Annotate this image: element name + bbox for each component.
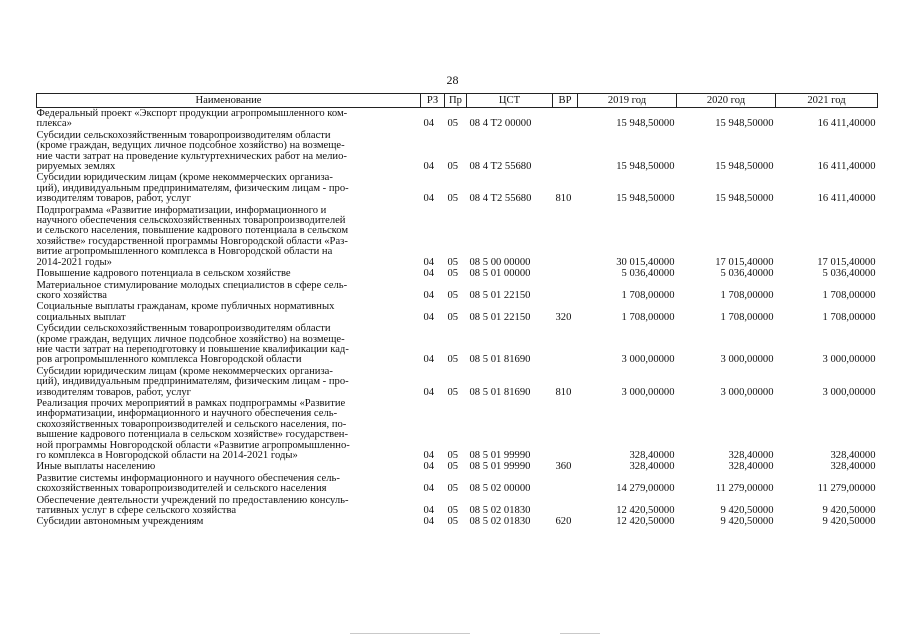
row-2019: 5 036,40000 bbox=[621, 268, 675, 280]
header-name: Наименование bbox=[37, 94, 421, 108]
row-name-line: Социальные выплаты гражданам, кроме публичных нормативных bbox=[36, 301, 335, 313]
row-2020: 3 000,00000 bbox=[720, 354, 774, 366]
row-name-line: скохозяйственных товаропроизводителей и сельского населения bbox=[36, 483, 327, 495]
header-cst: ЦСТ bbox=[467, 94, 553, 108]
row-name-line: научного обеспечения сельскохозяйственных товаропроизводителей bbox=[36, 215, 346, 227]
table-row bbox=[37, 398, 878, 461]
row-name-line: информатизации, информационного и научного обеспечения сель- bbox=[36, 408, 338, 420]
row-2019: 328,40000 bbox=[629, 461, 675, 473]
row-name bbox=[37, 108, 421, 130]
row-pr: 05 bbox=[447, 161, 459, 173]
row-2020: 9 420,50000 bbox=[720, 516, 774, 528]
row-2021: 16 411,40000 bbox=[817, 161, 876, 173]
row-2020: 15 948,50000 bbox=[715, 193, 774, 205]
row-vr bbox=[553, 495, 578, 517]
row-2021: 3 000,00000 bbox=[822, 354, 876, 366]
header-2020: 2020 год bbox=[677, 94, 776, 108]
row-2021: 17 015,40000 bbox=[817, 256, 876, 268]
row-name-line: изводителям товаров, работ, услуг bbox=[36, 193, 192, 205]
row-pr: 05 bbox=[447, 461, 459, 473]
row-2021: 16 411,40000 bbox=[817, 193, 876, 205]
table-row bbox=[37, 130, 878, 173]
row-pr: 05 bbox=[447, 118, 459, 130]
row-pr: 05 bbox=[447, 516, 459, 528]
row-vr: 320 bbox=[555, 311, 572, 323]
row-name-line: Реализация прочих мероприятий в рамках подпрограммы «Развитие bbox=[36, 397, 346, 409]
row-name-line: ского хозяйства bbox=[36, 289, 107, 301]
row-2019: 15 948,50000 bbox=[616, 193, 675, 205]
table-body bbox=[37, 108, 878, 528]
row-name-line: скохозяйственных товаропроизводителей и сельского населения, по- bbox=[36, 418, 347, 430]
row-cst: 08 4 T2 55680 bbox=[469, 193, 532, 205]
row-name bbox=[37, 130, 421, 173]
row-2019: 15 948,50000 bbox=[616, 161, 675, 173]
row-cst: 08 5 01 81690 bbox=[469, 386, 531, 398]
row-2021: 11 279,00000 bbox=[817, 483, 876, 495]
row-rz: 04 bbox=[423, 505, 435, 517]
row-cst: 08 4 T2 55680 bbox=[469, 161, 532, 173]
row-pr: 05 bbox=[447, 193, 459, 205]
row-2020: 15 948,50000 bbox=[715, 118, 774, 130]
table-row bbox=[37, 301, 878, 323]
row-2019: 14 279,00000 bbox=[616, 483, 675, 495]
row-2021: 1 708,00000 bbox=[822, 289, 876, 301]
row-rz: 04 bbox=[423, 516, 435, 528]
row-rz: 04 bbox=[423, 161, 435, 173]
table-row bbox=[37, 172, 878, 204]
row-vr: 810 bbox=[555, 193, 572, 205]
header-2021: 2021 год bbox=[776, 94, 878, 108]
row-2021: 1 708,00000 bbox=[822, 311, 876, 323]
row-2019: 3 000,00000 bbox=[621, 354, 675, 366]
row-2019: 12 420,50000 bbox=[616, 505, 675, 517]
row-2020: 1 708,00000 bbox=[720, 289, 774, 301]
row-cst: 08 5 01 22150 bbox=[469, 289, 531, 301]
row-2020: 3 000,00000 bbox=[720, 386, 774, 398]
row-cst: 08 5 02 01830 bbox=[469, 505, 531, 517]
row-pr: 05 bbox=[447, 268, 459, 280]
row-name-line: го комплекса в Новгородской области на 2014-2021 годы» bbox=[36, 450, 298, 461]
table-header-row bbox=[37, 94, 878, 108]
row-rz: 04 bbox=[423, 268, 435, 280]
row-name-line: Повышение кадрового потенциала в сельском хозяйстве bbox=[36, 268, 291, 280]
table-row bbox=[37, 280, 878, 302]
row-pr: 05 bbox=[447, 386, 459, 398]
row-name-line: 2014-2021 годы» bbox=[36, 256, 112, 268]
row-2020: 328,40000 bbox=[728, 461, 774, 473]
table-row bbox=[37, 495, 878, 517]
row-name-line: изводителям товаров, работ, услуг bbox=[36, 386, 192, 398]
table-row bbox=[37, 323, 878, 366]
row-name-line: и сельского населения, повышение кадрового потенциала в сельском bbox=[36, 225, 349, 237]
row-vr bbox=[553, 473, 578, 495]
row-rz: 04 bbox=[423, 461, 435, 473]
row-name-line: Федеральный проект «Экспорт продукции агропромышленного ком- bbox=[36, 108, 348, 119]
table-row bbox=[37, 108, 878, 130]
row-vr: 360 bbox=[555, 461, 572, 473]
row-name-line: тативных услуг в сфере сельского хозяйства bbox=[36, 505, 237, 517]
row-vr bbox=[553, 130, 578, 173]
row-name bbox=[37, 323, 421, 366]
row-name-line: ций), индивидуальным предпринимателям, физическим лицам - про- bbox=[36, 376, 349, 388]
table-row bbox=[37, 461, 878, 472]
row-name-line: Развитие системы информационного и научного обеспечения сель- bbox=[36, 472, 340, 484]
row-vr: 620 bbox=[555, 516, 572, 528]
row-2021: 5 036,40000 bbox=[822, 268, 876, 280]
row-name-line: Субсидии сельскохозяйственным товаропроизводителям области bbox=[36, 323, 331, 335]
row-2021: 3 000,00000 bbox=[822, 386, 876, 398]
row-2019: 12 420,50000 bbox=[616, 516, 675, 528]
row-rz: 04 bbox=[423, 354, 435, 366]
row-2020: 1 708,00000 bbox=[720, 311, 774, 323]
header-pr: Пр bbox=[445, 94, 467, 108]
row-2021: 328,40000 bbox=[830, 450, 876, 461]
row-name-line: ций), индивидуальным предпринимателям, физическим лицам - про- bbox=[36, 182, 349, 194]
row-pr: 05 bbox=[447, 311, 459, 323]
row-vr bbox=[553, 205, 578, 268]
row-pr: 05 bbox=[447, 354, 459, 366]
row-rz: 04 bbox=[423, 450, 435, 461]
row-rz: 04 bbox=[423, 193, 435, 205]
row-cst: 08 5 01 99990 bbox=[469, 450, 531, 461]
table-row bbox=[37, 205, 878, 268]
row-cst: 08 5 01 99990 bbox=[469, 461, 531, 473]
row-name bbox=[37, 461, 421, 472]
row-name-line: (кроме граждан, ведущих личное подсобное хозяйство) на возмеще- bbox=[36, 333, 345, 345]
row-name bbox=[37, 473, 421, 495]
row-name-line: рируемых землях bbox=[36, 161, 116, 173]
row-cst: 08 5 01 00000 bbox=[469, 268, 531, 280]
row-name bbox=[37, 495, 421, 517]
row-name bbox=[37, 366, 421, 398]
row-name-line: Иные выплаты населению bbox=[36, 461, 156, 473]
scan-artifact-line bbox=[560, 633, 600, 634]
row-2019: 15 948,50000 bbox=[616, 118, 675, 130]
row-cst: 08 5 01 81690 bbox=[469, 354, 531, 366]
row-name-line: Материальное стимулирование молодых специалистов в сфере сель- bbox=[36, 279, 348, 291]
row-vr bbox=[553, 280, 578, 302]
row-2020: 17 015,40000 bbox=[715, 256, 774, 268]
table-row bbox=[37, 268, 878, 279]
row-cst: 08 5 01 22150 bbox=[469, 311, 531, 323]
row-2021: 16 411,40000 bbox=[817, 118, 876, 130]
table-row bbox=[37, 366, 878, 398]
row-2019: 3 000,00000 bbox=[621, 386, 675, 398]
row-name-line: ние части затрат на проведение культуртехнических работ на мелио- bbox=[36, 150, 347, 162]
row-vr bbox=[553, 108, 578, 130]
row-name-line: ной программы Новгородской области «Развитие агропромышленно- bbox=[36, 439, 350, 451]
row-cst: 08 5 00 00000 bbox=[469, 256, 531, 268]
row-vr bbox=[553, 398, 578, 461]
row-rz: 04 bbox=[423, 256, 435, 268]
row-name bbox=[37, 398, 421, 461]
row-rz: 04 bbox=[423, 289, 435, 301]
row-pr: 05 bbox=[447, 505, 459, 517]
row-name-line: вышение кадрового потенциала в сельском хозяйстве» государствен- bbox=[36, 429, 348, 441]
page-number: 28 bbox=[446, 73, 459, 87]
row-2021: 9 420,50000 bbox=[822, 505, 876, 517]
row-name-line: Подпрограмма «Развитие информатизации, информационного и bbox=[36, 204, 327, 216]
row-name-line: хозяйстве» государственной программы Новгородской области «Раз- bbox=[36, 235, 348, 247]
header-2019: 2019 год bbox=[578, 94, 677, 108]
row-name-line: социальных выплат bbox=[36, 311, 126, 323]
row-name bbox=[37, 301, 421, 323]
scan-artifact-line bbox=[350, 633, 470, 634]
row-2020: 11 279,00000 bbox=[715, 483, 774, 495]
row-2019: 1 708,00000 bbox=[621, 311, 675, 323]
row-vr bbox=[553, 268, 578, 279]
row-name-line: витие агропромышленного комплекса в Новгородской области на bbox=[36, 246, 333, 258]
row-vr bbox=[553, 323, 578, 366]
row-name bbox=[37, 516, 421, 527]
row-vr: 810 bbox=[555, 386, 572, 398]
row-2020: 15 948,50000 bbox=[715, 161, 774, 173]
row-name-line: ние части затрат на переподготовку и повышение квалификации кад- bbox=[36, 343, 349, 355]
row-pr: 05 bbox=[447, 289, 459, 301]
row-2020: 328,40000 bbox=[728, 450, 774, 461]
row-name bbox=[37, 280, 421, 302]
table-row bbox=[37, 516, 878, 527]
table-row bbox=[37, 473, 878, 495]
header-rz: РЗ bbox=[421, 94, 445, 108]
row-2021: 9 420,50000 bbox=[822, 516, 876, 528]
row-name-line: ров агропромышленного комплекса Новгородской области bbox=[36, 354, 302, 366]
row-2020: 9 420,50000 bbox=[720, 505, 774, 517]
row-name-line: Субсидии юридическим лицам (кроме некоммерческих организа- bbox=[36, 172, 333, 184]
row-rz: 04 bbox=[423, 118, 435, 130]
row-pr: 05 bbox=[447, 450, 459, 461]
row-name-line: (кроме граждан, ведущих личное подсобное хозяйство) на возмеще- bbox=[36, 140, 345, 152]
row-name bbox=[37, 268, 421, 279]
header-vr: ВР bbox=[553, 94, 578, 108]
row-2021: 328,40000 bbox=[830, 461, 876, 473]
row-2019: 328,40000 bbox=[629, 450, 675, 461]
row-rz: 04 bbox=[423, 311, 435, 323]
row-name-line: Обеспечение деятельности учреждений по предоставлению консуль- bbox=[36, 494, 349, 506]
row-2019: 1 708,00000 bbox=[621, 289, 675, 301]
row-name-line: Субсидии юридическим лицам (кроме некоммерческих организа- bbox=[36, 365, 333, 377]
row-name bbox=[37, 172, 421, 204]
row-name-line: Субсидии автономным учреждениям bbox=[36, 516, 204, 528]
row-2019: 30 015,40000 bbox=[616, 256, 675, 268]
row-cst: 08 5 02 01830 bbox=[469, 516, 531, 528]
budget-table bbox=[36, 93, 878, 528]
row-name-line: Субсидии сельскохозяйственным товаропроизводителям области bbox=[36, 129, 331, 141]
row-rz: 04 bbox=[423, 483, 435, 495]
row-name-line: плекса» bbox=[36, 118, 72, 130]
row-cst: 08 5 02 00000 bbox=[469, 483, 531, 495]
row-2020: 5 036,40000 bbox=[720, 268, 774, 280]
row-rz: 04 bbox=[423, 386, 435, 398]
row-cst: 08 4 T2 00000 bbox=[469, 118, 532, 130]
row-pr: 05 bbox=[447, 256, 459, 268]
row-name bbox=[37, 205, 421, 268]
row-pr: 05 bbox=[447, 483, 459, 495]
